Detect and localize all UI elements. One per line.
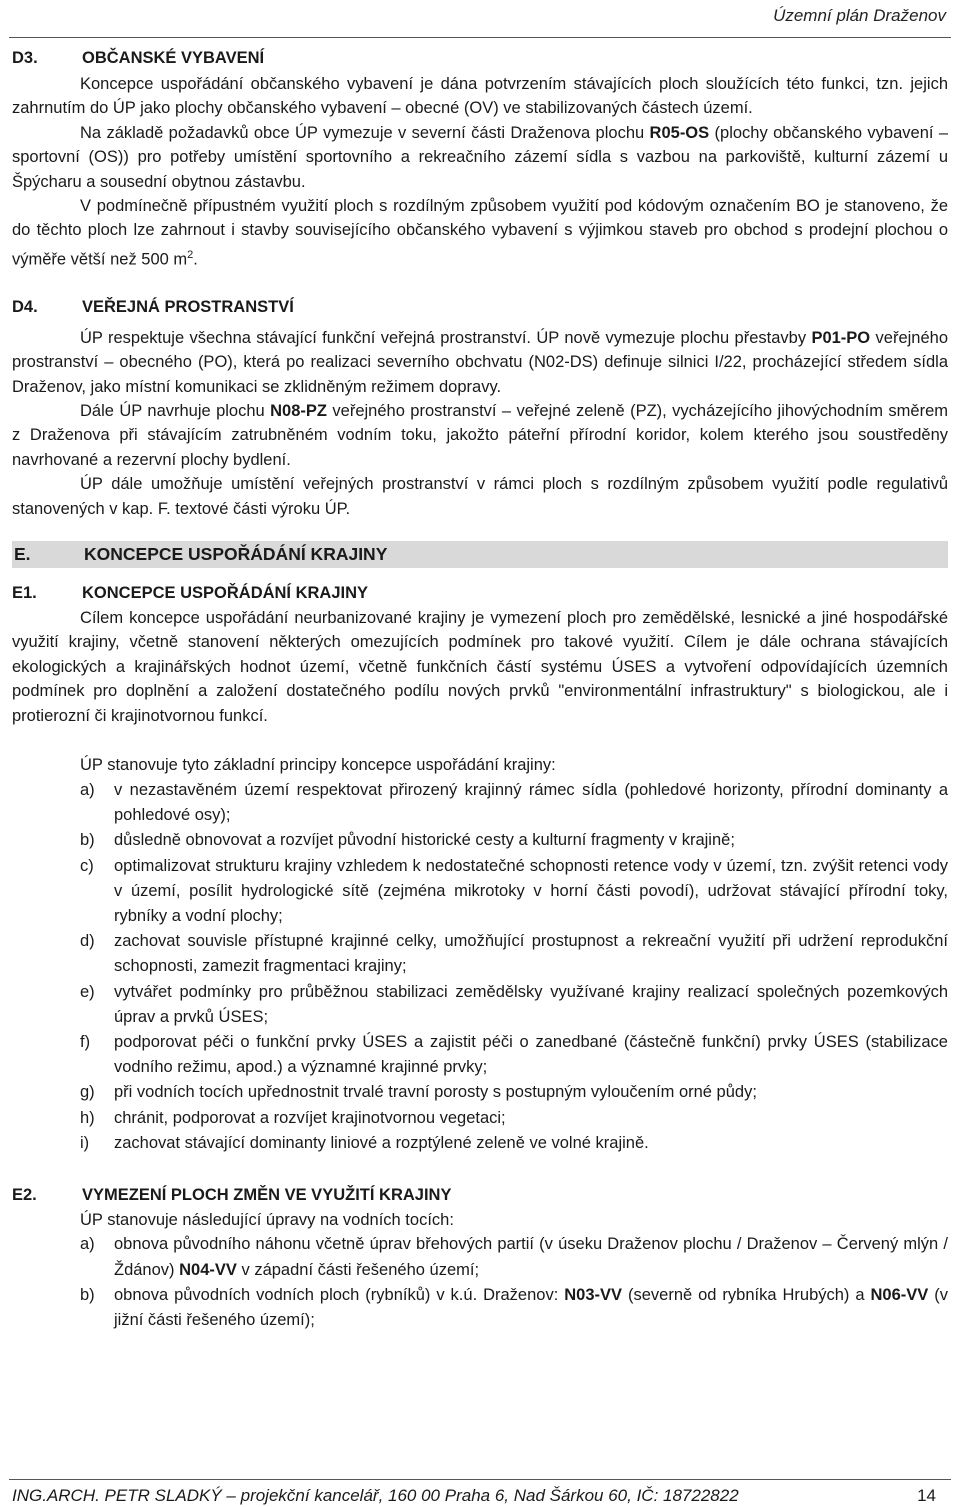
- d4-paragraph-3: ÚP dále umožňuje umístění veřejných prostranství v rámci ploch s rozdílným způsobem využití podle regulativů stanovených v kap. F. textové části výroku ÚP.: [12, 475, 948, 518]
- d3-p3-end: .: [193, 250, 198, 269]
- e2-b-code-2: N06-VV: [870, 1285, 929, 1304]
- chapter-e-number: E.: [14, 544, 31, 564]
- list-item-label: e): [80, 982, 95, 1001]
- list-item-text: zachovat souvisle přístupné krajinné celky, umožňující prostupnost a rekreační využití při udržení reprodukční schopnosti, zamezit fragmentaci krajiny;: [114, 932, 948, 976]
- list-item-label: b): [80, 1285, 95, 1304]
- list-item-text: důsledně obnovovat a rozvíjet původní historické cesty a kulturní fragmenty v krajině;: [114, 831, 735, 850]
- list-item-text: chránit, podporovat a rozvíjet krajinotvornou vegetaci;: [114, 1108, 506, 1127]
- d3-p3-superscript: 2: [187, 248, 194, 261]
- list-item: [12, 1283, 948, 1333]
- e2-b-text-3: (v jižní části řešeného území);: [114, 1285, 948, 1330]
- footer-text: ING.ARCH. PETR SLADKÝ – projekční kancelář, 160 00 Praha 6, Nad Šárkou 60, IČ: 18722822: [12, 1486, 739, 1505]
- footer-rule: [9, 1479, 951, 1480]
- chapter-e-title: KONCEPCE USPOŘÁDÁNÍ KRAJINY: [84, 544, 388, 564]
- list-item-text: zachovat stávající dominanty liniové a rozptýlené zeleně ve volné krajině.: [114, 1133, 649, 1152]
- d3-paragraph-2: [12, 121, 948, 194]
- list-item: [12, 1232, 948, 1282]
- list-item-text: optimalizovat strukturu krajiny vzhledem k nedostatečné schopnosti retence vody v území, tzn. zvýšit retenci vody v území, posílit hydrologické sítě (zejména mikrotoky v horní části povodí), udržovat stávající přírodní toky, rybníky a vodní plochy;: [114, 856, 948, 926]
- list-item-label: b): [80, 831, 95, 850]
- list-item-label: i): [80, 1133, 90, 1152]
- section-d3-title: OBČANSKÉ VYBAVENÍ: [82, 49, 265, 67]
- e2-a-text-2: v západní části řešeného území;: [236, 1260, 480, 1279]
- list-item-label: f): [80, 1033, 91, 1052]
- list-item-text: v nezastavěném území respektovat přirozený krajinný rámec sídla (pohledové horizonty, přírodní dominanty a pohledové osy);: [114, 781, 948, 825]
- list-item: [12, 778, 948, 828]
- d3-paragraph-3: [12, 194, 948, 272]
- page-footer: [12, 1486, 946, 1506]
- d4-p1-text-b: veřejného prostranství – obecného (PO), která po realizaci severního obchvatu (N02-DS) definuje silnici I/22, procházející středem sídla Draženov, jako místní komunikaci se zklidněným režimem dopravy.: [12, 328, 948, 396]
- list-item: [12, 1030, 948, 1080]
- list-item: [12, 980, 948, 1030]
- list-item: [12, 929, 948, 979]
- e1-paragraph-1: Cílem koncepce uspořádání neurbanizované krajiny je vymezení ploch pro zemědělské, lesnické a jiné hospodářské využití krajiny, včetně stanovení některých omezujících podmínek pro takové využití. Cílem je dále ochrana stávajících ekologických a krajinářských hodnot území, včetně funkčních částí systému ÚSES a vytvoření odpovídajících územních podmínek pro doplnění a založení dostatečného podílu nových prvků "environmentální infrastruktury" s biologickou, ale i protierozní či krajinotvornou funkcí.: [12, 609, 948, 725]
- section-e2-heading: [12, 1182, 948, 1208]
- list-item-label: g): [80, 1083, 95, 1102]
- section-d3-heading: [12, 44, 948, 72]
- e1-principles-list: [12, 778, 948, 1156]
- list-item-text: vytvářet podmínky pro průběžnou stabilizaci zemědělsky využívané krajiny realizací společných pozemkových úprav a prvků ÚSES;: [114, 982, 948, 1026]
- list-item-label: d): [80, 932, 95, 951]
- page-body: [12, 44, 948, 1333]
- d4-p2-text-a: Dále ÚP navrhuje plochu: [80, 401, 271, 420]
- list-item-label: h): [80, 1108, 95, 1127]
- d4-paragraph-1: [12, 326, 948, 399]
- list-item: [12, 1080, 948, 1105]
- section-d4-title: VEŘEJNÁ PROSTRANSTVÍ: [82, 297, 294, 316]
- header-rule: [9, 37, 951, 38]
- section-e1-title: KONCEPCE USPOŘÁDÁNÍ KRAJINY: [82, 584, 369, 602]
- list-item-text: při vodních tocích upřednostnit trvalé travní porosty s postupným vyloučením orné půdy;: [114, 1083, 757, 1102]
- list-item: [12, 828, 948, 853]
- section-d3-number: D3.: [12, 49, 38, 67]
- d3-p2-code: R05-OS: [649, 123, 710, 142]
- section-e1-number: E1.: [12, 584, 37, 602]
- d4-p2-text-b: veřejného prostranství – veřejné zeleně (PZ), vycházejícího jihovýchodním směrem z Draženova při stávajícím zatrubněném vodním toku, jakožto páteřní přírodní koridor, kolem kterého jsou soustředěny navrhované a rezervní plochy bydlení.: [12, 401, 948, 469]
- e2-intro: ÚP stanovuje následující úpravy na vodních tocích:: [80, 1211, 454, 1230]
- e2-a-code: N04-VV: [179, 1260, 237, 1279]
- list-item-label: c): [80, 856, 94, 875]
- e2-a-text-1: obnova původního náhonu včetně úprav břehových partií (v úseku Draženov plochu / Draženov – Červený mlýn / Ždánov): [114, 1235, 948, 1279]
- section-d4-heading: [12, 294, 948, 320]
- section-d4-number: D4.: [12, 297, 38, 316]
- section-e2-title: VYMEZENÍ PLOCH ZMĚN VE VYUŽITÍ KRAJINY: [82, 1186, 452, 1205]
- e2-b-text-1: obnova původních vodních ploch (rybníků) v k.ú. Draženov:: [114, 1285, 565, 1304]
- list-item-text: podporovat péči o funkční prvky ÚSES a zajistit péči o zanedbané (částečně funkční) prvky ÚSES (stabilizace vodního režimu, apod.) a významné krajinné prvky;: [114, 1033, 948, 1077]
- list-item-label: a): [80, 1235, 95, 1254]
- list-item: [12, 1106, 948, 1131]
- d3-p2-text-b: (plochy občanského vybavení – sportovní (OS)) pro potřeby umístění sportovního a rekreačního zázemí sídla s vazbou na parkoviště, kulturní zázemí u Špýcharu a sousední obytnou zástavbu.: [12, 123, 948, 191]
- running-header: Územní plán Draženov: [773, 6, 946, 25]
- d4-p1-text-a: ÚP respektuje všechna stávající funkční veřejná prostranství. ÚP nově vymezuje plochu přestavby: [80, 328, 812, 347]
- d3-p3-text: V podmínečně přípustném využití ploch s rozdílným způsobem využití pod kódovým označením BO je stanoveno, že do těchto ploch lze zahrnout i stavby souvisejícího občanského vybavení s výjimkou staveb pro obchod s prodejní plochou o výměře větší než 500 m: [12, 197, 948, 269]
- e2-b-code-1: N03-VV: [564, 1285, 623, 1304]
- d3-p2-text-a: Na základě požadavků obce ÚP vymezuje v severní části Draženova plochu: [80, 123, 650, 142]
- page-number: 14: [917, 1486, 936, 1505]
- section-e1-heading: [12, 580, 948, 606]
- list-item-label: a): [80, 781, 95, 800]
- list-item: [12, 854, 948, 930]
- section-e2-number: E2.: [12, 1186, 37, 1205]
- e2-b-text-2: (severně od rybníka Hrubých) a: [622, 1285, 871, 1304]
- list-item: [12, 1131, 948, 1156]
- d3-paragraph-1: Koncepce uspořádání občanského vybavení je dána potvrzením stávajících ploch sloužících této funkci, tzn. jejich zahrnutím do ÚP jako plochy občanského vybavení – obecné (OV) ve stabilizovaných částech území.: [12, 75, 948, 118]
- d4-p1-code: P01-PO: [811, 328, 871, 347]
- d4-paragraph-2: [12, 399, 948, 472]
- e1-principles-intro: ÚP stanovuje tyto základní principy koncepce uspořádání krajiny:: [80, 756, 556, 775]
- chapter-e-heading: [12, 541, 948, 568]
- d4-p2-code: N08-PZ: [270, 401, 327, 420]
